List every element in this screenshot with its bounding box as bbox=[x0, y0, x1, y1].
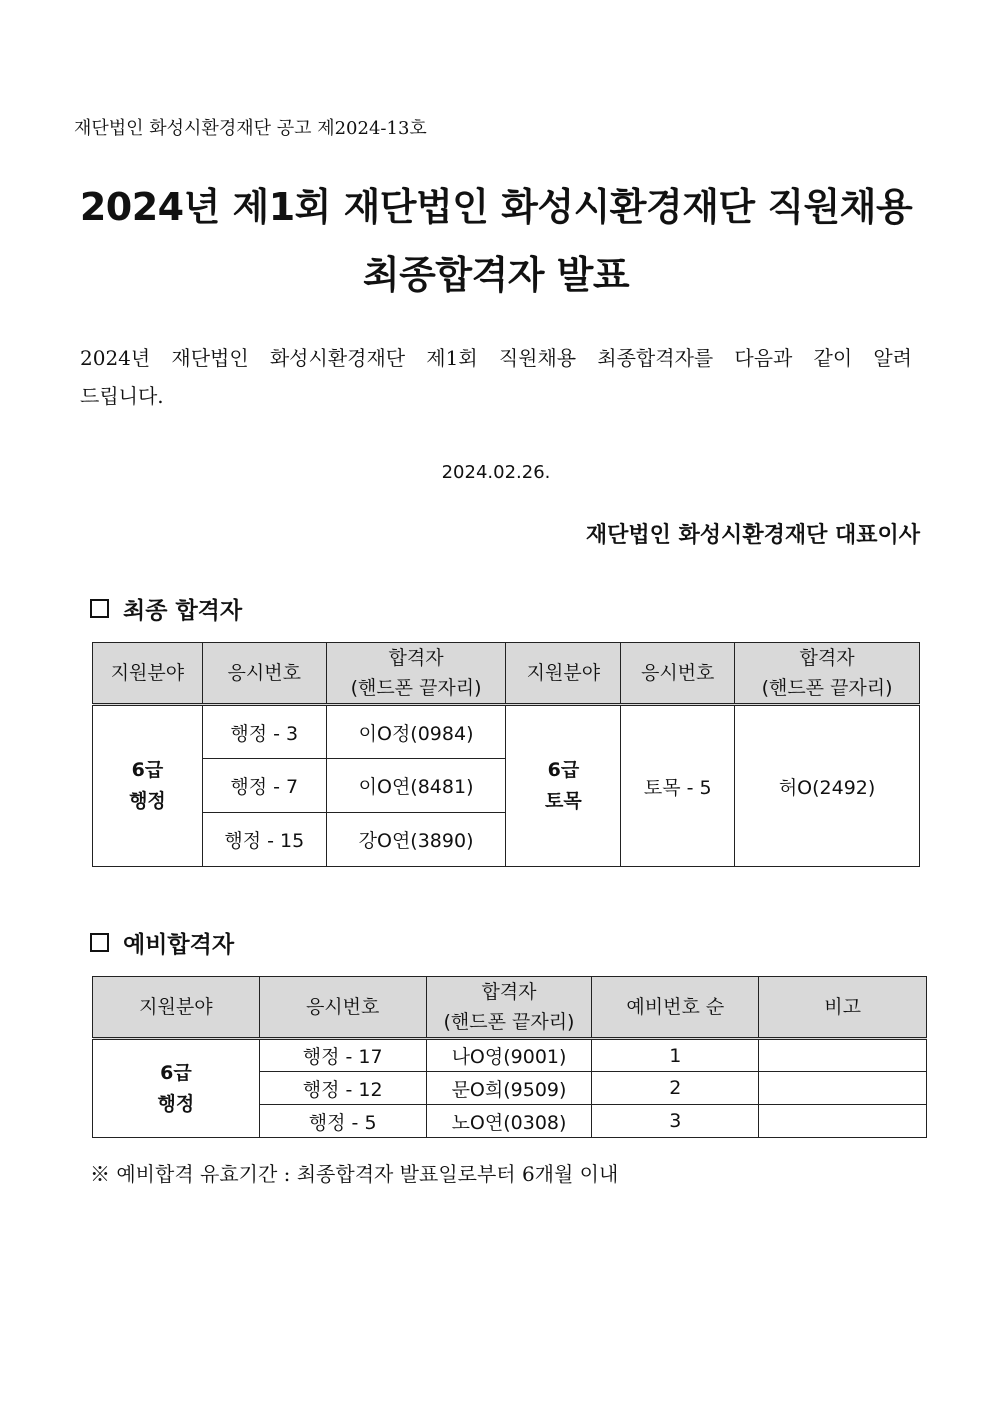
table-header-row bbox=[93, 643, 920, 705]
final-section-heading bbox=[90, 592, 242, 625]
checkbox-icon bbox=[90, 599, 109, 618]
order-cell: 3 bbox=[592, 1105, 759, 1138]
table-row bbox=[93, 1039, 927, 1072]
passer-cell: 노O연(0308) bbox=[426, 1105, 592, 1138]
order-cell: 1 bbox=[592, 1039, 759, 1072]
field-admin bbox=[93, 705, 203, 867]
signature: 재단법인 화성시환경재단 대표이사 bbox=[585, 522, 920, 548]
header-order: 예비번호 순 bbox=[592, 977, 759, 1039]
reserve-field-grade: 6급 bbox=[160, 1061, 192, 1084]
field-admin-grade: 6급 bbox=[131, 759, 164, 781]
header-exam-no-2: 응시번호 bbox=[621, 643, 735, 705]
page-title-line1: 2024년 제1회 재단법인 화성시환경재단 직원채용 bbox=[79, 185, 913, 229]
header-passer-2-line2: (핸드폰 끝자리) bbox=[761, 677, 893, 699]
field-admin-name: 행정 bbox=[129, 790, 166, 812]
checkbox-icon bbox=[90, 933, 109, 952]
exam-no-cell: 행정 - 12 bbox=[259, 1072, 426, 1105]
header-field-2: 지원분야 bbox=[506, 643, 621, 705]
announcement-body-line1: 2024년 재단법인 화성시환경재단 제1회 직원채용 최종합격자를 다음과 같이 알려 bbox=[80, 346, 912, 370]
header-passer bbox=[426, 977, 592, 1039]
passer-cell-civil: 허O(2492) bbox=[735, 705, 920, 867]
table-row bbox=[93, 705, 920, 759]
exam-no-cell: 행정 - 3 bbox=[202, 705, 326, 759]
announcement-body-line2: 드립니다. bbox=[80, 384, 164, 408]
field-civil-grade: 6급 bbox=[547, 759, 580, 781]
exam-no-cell: 행정 - 5 bbox=[259, 1105, 426, 1138]
remarks-cell bbox=[759, 1105, 927, 1138]
remarks-cell bbox=[759, 1072, 927, 1105]
footnote: ※ 예비합격 유효기간 : 최종합격자 발표일로부터 6개월 이내 bbox=[90, 1162, 619, 1186]
exam-no-cell: 행정 - 17 bbox=[259, 1039, 426, 1072]
remarks-cell bbox=[759, 1039, 927, 1072]
final-section-title: 최종 합격자 bbox=[123, 598, 243, 624]
passer-cell: 문O희(9509) bbox=[426, 1072, 592, 1105]
header-passer-2 bbox=[735, 643, 920, 705]
exam-no-cell: 행정 - 15 bbox=[202, 813, 326, 867]
header-exam-no: 응시번호 bbox=[202, 643, 326, 705]
header-exam-no: 응시번호 bbox=[259, 977, 426, 1039]
header-field: 지원분야 bbox=[93, 977, 260, 1039]
header-passer-line1: 합격자 bbox=[481, 981, 537, 1003]
field-civil bbox=[506, 705, 621, 867]
passer-cell: 강O연(3890) bbox=[326, 813, 506, 867]
header-remarks: 비고 bbox=[759, 977, 927, 1039]
passer-cell: 이O연(8481) bbox=[326, 759, 506, 813]
order-cell: 2 bbox=[592, 1072, 759, 1105]
reserve-passers-table bbox=[92, 976, 927, 1138]
reserve-section-heading bbox=[90, 926, 234, 959]
reserve-field-admin bbox=[93, 1039, 260, 1138]
exam-no-cell-civil: 토목 - 5 bbox=[621, 705, 735, 867]
notice-number: 재단법인 화성시환경재단 공고 제2024-13호 bbox=[74, 118, 427, 139]
page-title-line2: 최종합격자 발표 bbox=[362, 253, 630, 297]
passer-cell: 이O정(0984) bbox=[326, 705, 506, 759]
field-civil-name: 토목 bbox=[545, 790, 582, 812]
table-header-row bbox=[93, 977, 927, 1039]
reserve-field-name: 행정 bbox=[157, 1092, 195, 1115]
reserve-section-title: 예비합격자 bbox=[123, 932, 235, 958]
header-passer bbox=[326, 643, 506, 705]
passer-cell: 나O영(9001) bbox=[426, 1039, 592, 1072]
final-passers-table bbox=[92, 642, 920, 867]
header-passer-line2: (핸드폰 끝자리) bbox=[443, 1011, 575, 1033]
announcement-date: 2024.02.26. bbox=[441, 462, 551, 483]
header-field: 지원분야 bbox=[93, 643, 203, 705]
exam-no-cell: 행정 - 7 bbox=[202, 759, 326, 813]
header-passer-2-line1: 합격자 bbox=[799, 647, 855, 669]
header-passer-line1: 합격자 bbox=[388, 647, 444, 669]
header-passer-line2: (핸드폰 끝자리) bbox=[350, 677, 482, 699]
